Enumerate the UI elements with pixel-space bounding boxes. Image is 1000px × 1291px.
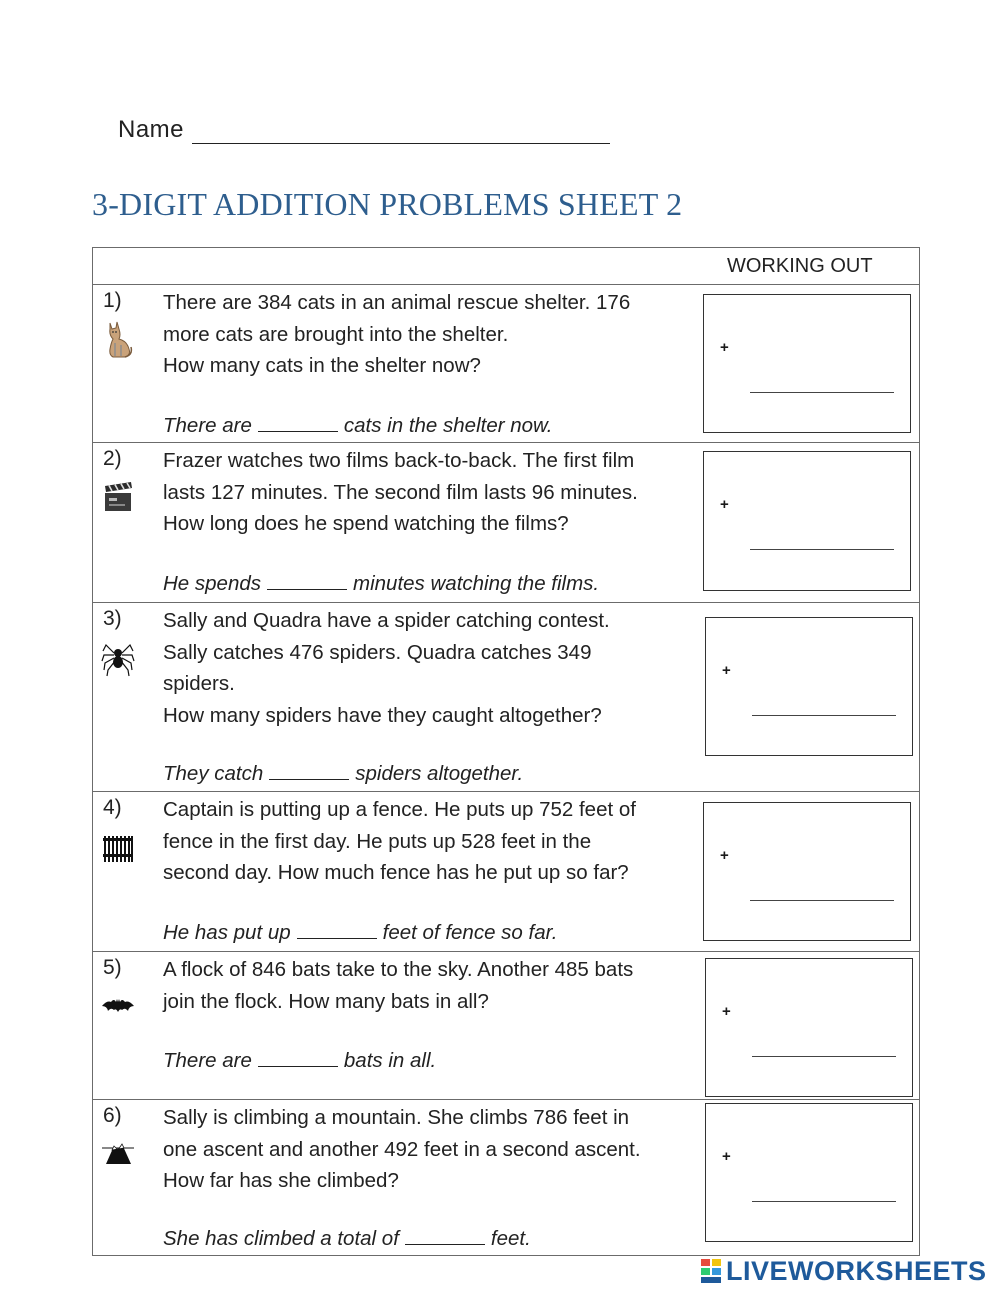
working-out-box[interactable]	[705, 1103, 913, 1242]
answer-prefix: There are	[163, 414, 252, 437]
answer-prefix: He has put up	[163, 921, 291, 944]
problem-line: Captain is putting up a fence. He puts up 752 feet of	[163, 798, 636, 821]
working-out-box[interactable]	[705, 958, 913, 1097]
problem-number: 6)	[103, 1104, 122, 1127]
problem-number: 5)	[103, 956, 122, 979]
name-input-line[interactable]	[192, 117, 610, 144]
problem-row-6	[93, 1100, 919, 1257]
plus-sign: +	[720, 496, 729, 513]
bat-icon	[101, 986, 135, 1026]
problem-line: lasts 127 minutes. The second film lasts 96 minutes.	[163, 480, 638, 504]
problem-line: join the flock. How many bats in all?	[163, 989, 489, 1013]
name-label: Name	[118, 116, 185, 143]
problem-number: 4)	[103, 796, 122, 819]
problem-line: How long does he spend watching the films?	[163, 512, 569, 535]
answer-prefix: They catch	[163, 762, 264, 785]
problem-line: Sally is climbing a mountain. She climbs 786 feet in	[163, 1106, 630, 1129]
problem-line: fence in the first day. He puts up 528 feet in the	[163, 829, 592, 853]
name-field-row	[118, 116, 610, 144]
problem-text	[163, 287, 703, 382]
answer-blank[interactable]	[258, 1048, 338, 1067]
problem-line: Sally and Quadra have a spider catching contest.	[163, 609, 610, 632]
sum-line	[750, 549, 894, 550]
problem-line: spiders.	[163, 672, 235, 695]
problem-line: How many spiders have they caught altogether?	[163, 703, 602, 727]
problem-line: more cats are brought into the shelter.	[163, 322, 509, 346]
film-clapper-icon	[101, 477, 135, 517]
cat-icon	[101, 319, 135, 359]
answer-suffix: spiders altogether.	[355, 762, 524, 785]
plus-sign: +	[722, 662, 731, 679]
sum-line	[750, 900, 894, 901]
answer-sentence	[163, 1226, 531, 1251]
answer-suffix: cats in the shelter now.	[343, 414, 553, 437]
working-out-box[interactable]	[703, 451, 911, 591]
sum-line	[752, 1056, 896, 1057]
answer-blank[interactable]	[269, 761, 349, 780]
spider-icon	[101, 637, 135, 677]
mountain-icon	[101, 1134, 135, 1174]
answer-blank[interactable]	[405, 1226, 485, 1245]
answer-suffix: minutes watching the films.	[353, 572, 600, 595]
working-out-box[interactable]	[703, 294, 911, 433]
fence-icon	[101, 826, 135, 866]
answer-suffix: feet of fence so far.	[382, 921, 558, 944]
answer-prefix: There are	[163, 1049, 252, 1072]
liveworksheets-wordmark: LIVEWORKSHEETS	[726, 1255, 987, 1286]
problem-line: one ascent and another 492 feet in a second ascent.	[163, 1137, 641, 1161]
answer-sentence	[163, 571, 599, 596]
problem-line: Frazer watches two films back-to-back. The first film	[163, 449, 635, 472]
problem-number: 1)	[103, 289, 122, 312]
table-header-row	[93, 248, 919, 285]
plus-sign: +	[720, 339, 729, 356]
problem-text	[163, 954, 703, 1017]
problem-line: There are 384 cats in an animal rescue shelter. 176	[163, 291, 631, 314]
answer-sentence	[163, 761, 523, 786]
answer-sentence	[163, 413, 552, 438]
answer-blank[interactable]	[258, 413, 338, 432]
working-out-box[interactable]	[703, 802, 911, 941]
plus-sign: +	[722, 1148, 731, 1165]
answer-suffix: bats in all.	[343, 1049, 437, 1072]
problem-text	[163, 605, 703, 731]
problem-row-4	[93, 792, 919, 952]
sheet-title: 3-DIGIT ADDITION PROBLEMS SHEET 2	[92, 186, 683, 222]
problem-number: 3)	[103, 607, 122, 630]
answer-sentence	[163, 920, 557, 945]
answer-sentence	[163, 1048, 436, 1073]
answer-prefix: He spends	[163, 572, 262, 595]
problem-line: second day. How much fence has he put up so far?	[163, 861, 629, 884]
problem-line: A flock of 846 bats take to the sky. Another 485 bats	[163, 958, 634, 981]
problem-row-2	[93, 443, 919, 603]
plus-sign: +	[720, 847, 729, 864]
sum-line	[750, 392, 894, 393]
working-out-header: WORKING OUT	[727, 255, 873, 277]
liveworksheets-logo	[700, 1254, 987, 1288]
answer-prefix: She has climbed a total of	[163, 1227, 399, 1250]
answer-blank[interactable]	[267, 571, 347, 590]
plus-sign: +	[722, 1003, 731, 1020]
answer-blank[interactable]	[297, 920, 377, 939]
problems-table	[92, 247, 920, 1256]
problem-text	[163, 794, 703, 889]
problem-row-1	[93, 285, 919, 443]
problem-number: 2)	[103, 447, 122, 470]
problem-line: How many cats in the shelter now?	[163, 354, 481, 377]
liveworksheets-logo-icon	[700, 1258, 722, 1284]
problem-line: Sally catches 476 spiders. Quadra catches 349	[163, 640, 592, 664]
working-out-box[interactable]	[705, 617, 913, 756]
problem-text	[163, 445, 703, 540]
sum-line	[752, 1201, 896, 1202]
problem-text	[163, 1102, 703, 1197]
problem-line: How far has she climbed?	[163, 1169, 399, 1192]
problem-row-3	[93, 603, 919, 792]
problem-row-5	[93, 952, 919, 1100]
answer-suffix: feet.	[490, 1227, 531, 1250]
sum-line	[752, 715, 896, 716]
